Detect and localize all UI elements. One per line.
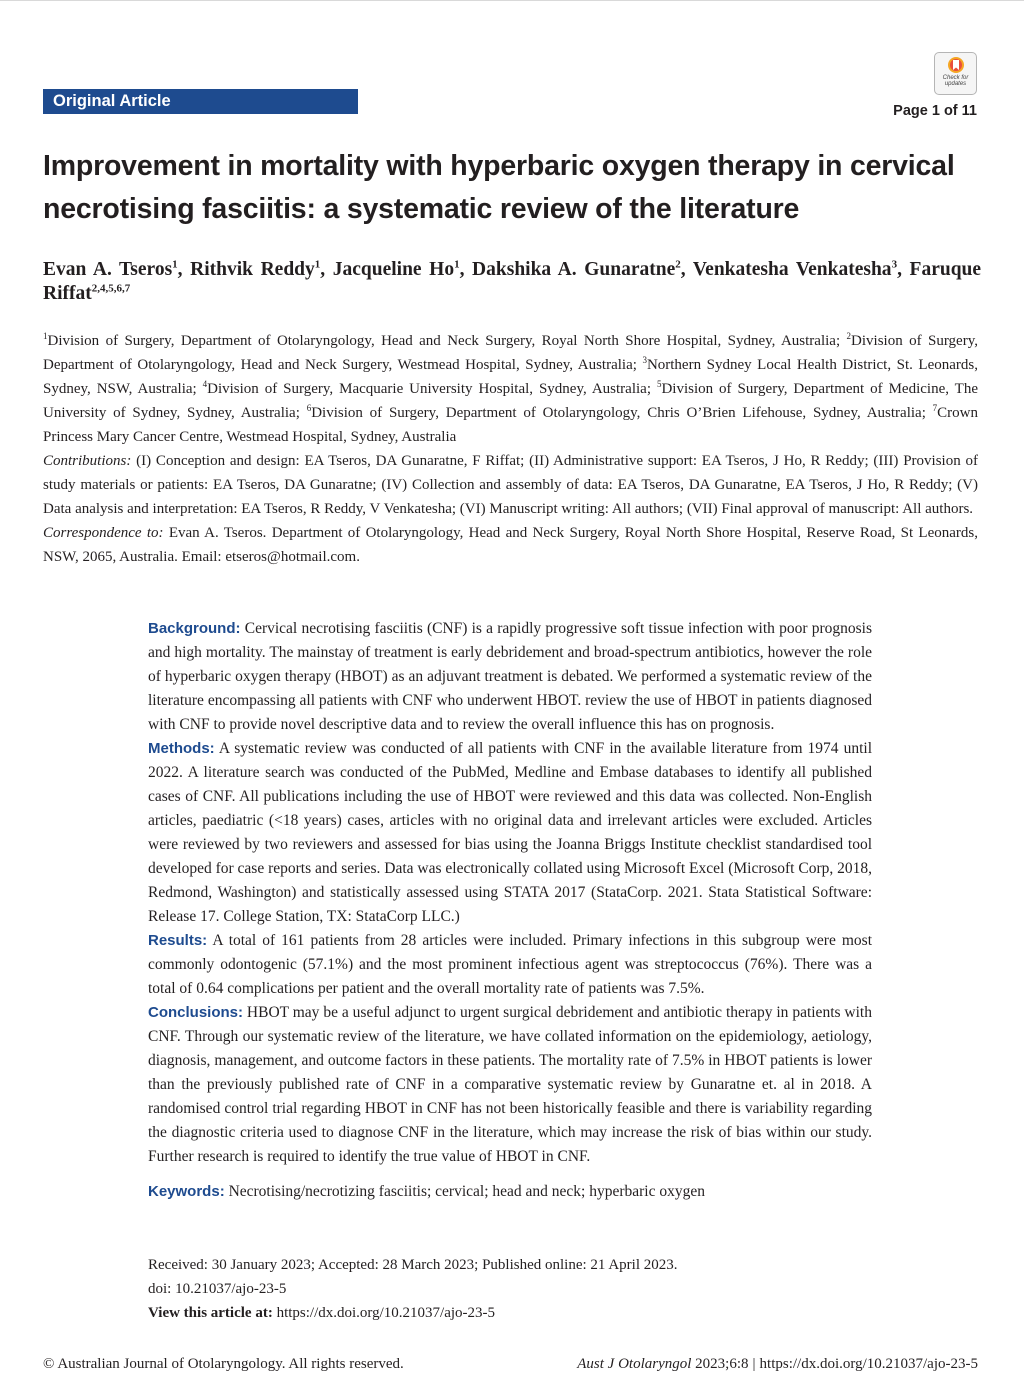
affiliation-number: 3 xyxy=(642,355,647,365)
contributions-text: (I) Conception and design: EA Tseros, DA Gunaratne, F Riffat; (II) Administrative support: EA Tseros, J Ho, R Reddy; (III) Provision of study materials or patients: EA Tseros, DA Gunaratne; (IV) Collection and assembly of data: EA Tseros, DA Gunaratne, EA Tseros, J Ho, R Reddy; (V) Data analysis and interpretation: EA Tseros, R Reddy, V Venkatesha; (VI) Manuscript writing: All authors; (VII) Final approval of manuscript: All authors. xyxy=(43,453,978,517)
author-name: Jacqueline Ho xyxy=(332,259,455,280)
methods-text: A systematic review was conducted of all patients with CNF in the available literature from 1974 until 2022. A literature search was conducted of the PubMed, Medline and Embase databases to identify all published cases of CNF. All publications including the use of HBOT were reviewed and this data was collected. Non-English articles, paediatric (<18 years) cases, articles with no original data and irrelevant articles were excluded. Articles were reviewed by two reviewers and assessed for bias using the Joanna Briggs Institute checklist standardised tool developed for case reports and series. Data was electronically collated using Microsoft Excel (Microsoft Corp, 2018, Redmond, Washington) and statistically assessed using STATA 2017 (StataCorp. 2021. Stata Statistical Software: Release 17. College Station, TX: StataCorp LLC.) xyxy=(148,740,872,925)
author-affiliation: 2,4,5,6,7 xyxy=(91,282,131,295)
affiliation-number: 4 xyxy=(202,379,208,389)
author-affiliation: 2 xyxy=(675,258,681,271)
journal-abbrev: Aust J Otolaryngol xyxy=(577,1356,692,1372)
author-name: Venkatesha Venkatesha xyxy=(692,259,892,280)
view-article-label: View this article at: xyxy=(148,1305,273,1321)
abstract-conclusions xyxy=(148,1001,872,1169)
author-affiliation: 1 xyxy=(454,258,460,271)
bookmark-update-icon xyxy=(946,56,966,74)
publication-dates: Received: 30 January 2023; Accepted: 28 March 2023; Published online: 21 April 2023. xyxy=(148,1257,678,1273)
affiliation-text: Division of Surgery, Department of Otolaryngology, Head and Neck Surgery, Royal North Shore Hospital, Sydney, Australia; xyxy=(47,333,847,349)
page-number: Page 1 of 11 xyxy=(893,103,977,119)
footer-citation xyxy=(577,1354,978,1374)
author-affiliation: 3 xyxy=(891,258,898,271)
affiliation-number: 2 xyxy=(846,331,852,341)
footer-copyright: © Australian Journal of Otolaryngology. All rights reserved. xyxy=(43,1356,404,1372)
abstract-background xyxy=(148,617,872,737)
doi[interactable]: doi: 10.21037/ajo-23-5 xyxy=(148,1281,287,1297)
author-name: Rithvik Reddy xyxy=(190,259,315,280)
author-name: Evan A. Tseros xyxy=(43,259,173,280)
publication-meta xyxy=(148,1253,872,1325)
keywords-text: Necrotising/necrotizing fasciitis; cervical; head and neck; hyperbaric oxygen xyxy=(224,1183,705,1200)
check-updates-line-1: Check for xyxy=(942,75,969,81)
author-name: Faruque Riffat xyxy=(43,259,982,304)
abstract xyxy=(148,617,872,1204)
citation-volume: 2023;6:8 xyxy=(691,1356,749,1372)
keywords-label: Keywords: xyxy=(148,1183,225,1200)
conclusions-text: HBOT may be a useful adjunct to urgent surgical debridement and antibiotic therapy in patients with CNF. Through our systematic review of the literature, we have collated information on the epidemiology, aetiology, diagnosis, management, and outcome factors in these patients. The mortality rate of 7.5% in HBOT patients is lower than the previously published rate of CNF in a comparative systematic review by Gunaratne et. al in 2018. A randomised control trial regarding HBOT in CNF has not been historically feasible and there is variability regarding the diagnostic criteria used to diagnose CNF in the literature, which may increase the risk of bias within our study. Further research is required to identify the true value of HBOT in CNF. xyxy=(148,1004,872,1165)
author-affiliation: 1 xyxy=(314,258,321,271)
author-name: Dakshika A. Gunaratne xyxy=(472,259,676,280)
methods-label: Methods: xyxy=(148,740,215,757)
affiliation-number: 1 xyxy=(43,331,48,341)
affiliations xyxy=(43,329,978,449)
affiliation-text: Division of Surgery, Department of Otolaryngology, Head and Neck Surgery, Westmead Hospital, Sydney, Australia; xyxy=(43,333,978,373)
view-article-link[interactable]: https://dx.doi.org/10.21037/ajo-23-5 xyxy=(272,1305,496,1321)
results-text: A total of 161 patients from 28 articles were included. Primary infections in this subgroup were most commonly odontogenic (57.1%) and the most prominent infectious agent was streptococcus (76%). There was a total of 0.64 complications per patient and the overall mortality rate of patients was 7.5%. xyxy=(148,932,872,997)
correspondence-text: Evan A. Tseros. Department of Otolaryngology, Head and Neck Surgery, Royal North Shore Hospital, Reserve Road, St Leonards, NSW, 2065, Australia. Email: etseros@hotmail.com. xyxy=(43,525,978,565)
check-for-updates-label xyxy=(935,75,976,87)
footer-separator: | xyxy=(752,1356,756,1372)
background-label: Background: xyxy=(148,620,241,637)
view-article xyxy=(148,1301,872,1325)
keywords xyxy=(148,1180,872,1204)
correspondence-label: Correspondence to: xyxy=(43,525,164,541)
results-label: Results: xyxy=(148,932,208,949)
affiliation-number: 7 xyxy=(932,403,938,413)
contributions xyxy=(43,449,978,521)
article-type-badge: Original Article xyxy=(43,89,358,114)
top-rule xyxy=(0,0,1024,1)
affiliation-text: Division of Surgery, Department of Otolaryngology, Chris O’Brien Lifehouse, Sydney, Australia; xyxy=(311,405,933,421)
author-info-block xyxy=(43,329,978,569)
affiliation-text: Division of Surgery, Department of Medicine, The University of Sydney, Sydney, Australia; xyxy=(43,381,978,421)
author-list: Evan A. Tseros$^1$, Rithvik Reddy$^1$, Jacqueline Ho$^1$, Dakshika A. Gunaratne$^2$, Venkatesha Venkatesha$^3$, Faruque Riffat$^{2,4,5,6,7}$ xyxy=(43,258,982,304)
correspondence xyxy=(43,521,978,569)
author-affiliation: 1 xyxy=(172,258,178,271)
affiliation-text: Crown Princess Mary Cancer Centre, Westmead Hospital, Sydney, Australia xyxy=(43,405,978,445)
background-text: Cervical necrotising fasciitis (CNF) is a rapidly progressive soft tissue infection with poor prognosis and high mortality. The mainstay of treatment is early debridement and broad-spectrum antibiotics, however the role of hyperbaric oxygen therapy (HBOT) as an adjuvant treatment is debated. We performed a systematic review of the literature encompassing all patients with CNF who underwent HBOT. review the use of HBOT in patients diagnosed with CNF to provide novel descriptive data and to review the overall influence this has on prognosis. xyxy=(148,620,872,733)
article-title: Improvement in mortality with hyperbaric oxygen therapy in cervical necrotising fasciitis: a systematic review of the literature xyxy=(43,150,955,225)
contributions-label: Contributions: xyxy=(43,453,132,469)
abstract-methods xyxy=(148,737,872,929)
conclusions-label: Conclusions: xyxy=(148,1004,244,1021)
affiliation-text: Division of Surgery, Macquarie University Hospital, Sydney, Australia; xyxy=(207,381,657,397)
affiliation-number: 6 xyxy=(306,403,312,413)
affiliation-number: 5 xyxy=(656,379,662,389)
check-updates-line-2: updates xyxy=(944,81,967,87)
abstract-results xyxy=(148,929,872,1001)
check-for-updates-button[interactable] xyxy=(934,52,977,95)
footer-url[interactable]: https://dx.doi.org/10.21037/ajo-23-5 xyxy=(759,1356,978,1372)
affiliation-text: Northern Sydney Local Health District, St. Leonards, Sydney, NSW, Australia; xyxy=(43,357,978,397)
